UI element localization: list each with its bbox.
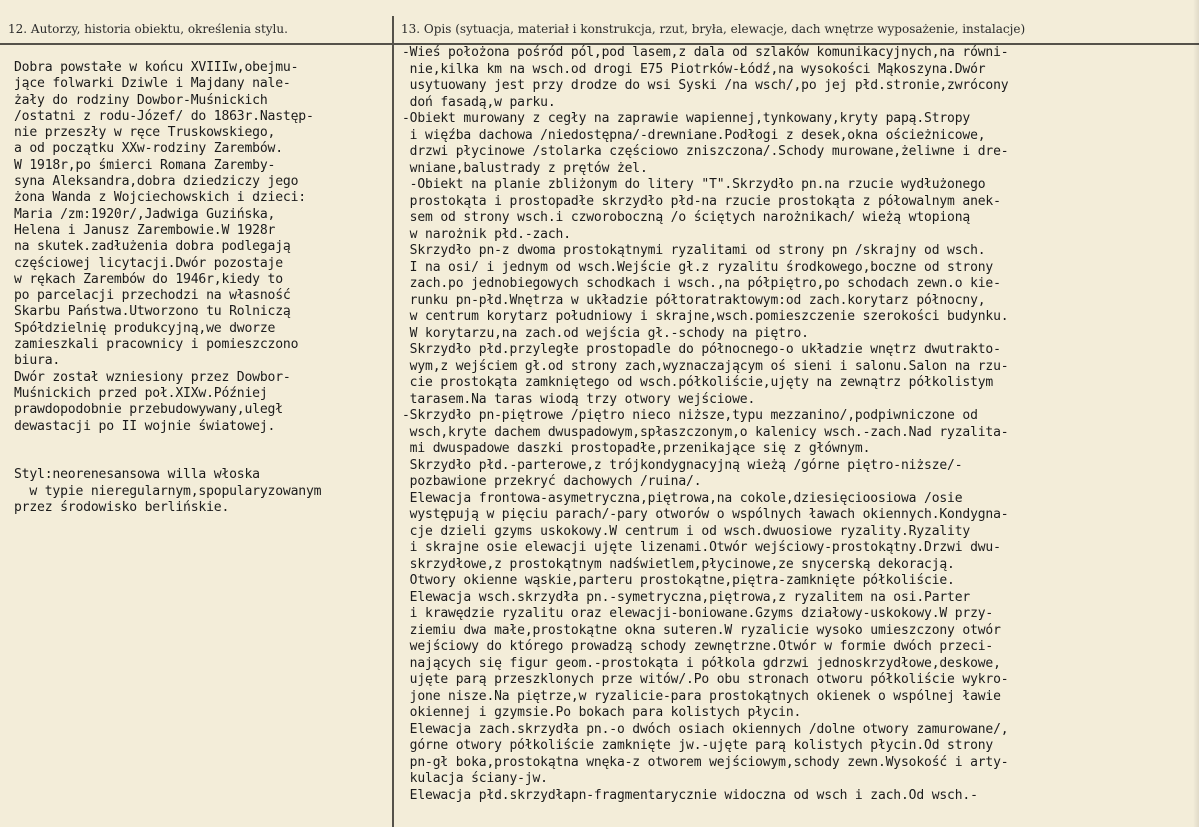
text-line: -Skrzydło pn-piętrowe /piętro nieco niższe,typu mezzanino/,podpiwniczone od xyxy=(402,408,978,423)
text-line: sem od strony wsch.i czworoboczną /o ściętych narożnikach/ wieżą wtopioną xyxy=(402,210,971,225)
text-line: Otwory okienne wąskie,parteru prostokątne,piętra-zamknięte półkoliście. xyxy=(402,573,955,588)
text-line: W korytarzu,na zach.od wejścia gł.-schody na piętro. xyxy=(402,325,809,341)
text-line: cie prostokąta zamkniętego od wsch.półkoliście,ujęty na zewnątrz półkolistym xyxy=(402,375,994,390)
text-line: usytuowany jest przy drodze do wsi Syski /na wsch/,po jej płd.stronie,zwrócony xyxy=(402,78,1009,93)
text-line: wejściowy do którego prowadzą schody zewnętrzne.Otwór w formie dwóch przeci- xyxy=(402,639,994,654)
text-line: skrzydłowe,z prostokątnym nadświetlem,płycinowe,ze snycerską dekoracją. xyxy=(402,556,955,572)
text-line: wniane,balustrady z prętów żel. xyxy=(402,160,648,176)
text-line: zamieszkali pracownicy i pomieszczono xyxy=(14,337,299,353)
text-line: pozbawione przekryć dachowych /ruina/. xyxy=(402,474,702,489)
text-line: Maria /zm:1920r/,Jadwiga Guzińska, xyxy=(14,206,276,222)
text-line: Skrzydło płd.-parterowe,z trójkondygnacyjną wieżą /górne piętro-niższe/- xyxy=(402,457,963,473)
text-line: biura. xyxy=(14,353,61,369)
text-line: tarasem.Na taras wiodą trzy otwory wejściowe. xyxy=(402,391,756,407)
text-line: jone nisze.Na piętrze,w ryzalicie-para prostokątnych okienek o wspólnej ławie xyxy=(402,688,1001,704)
text-line: mi dwuspadowe daszki prostopadłe,przenikające się z głównym. xyxy=(402,441,871,456)
text-line: i krawędzie ryzalitu oraz elewacji-boniowane.Gzyms działowy-uskokowy.W przy- xyxy=(402,606,994,621)
text-line: przez środowisko berlińskie. xyxy=(14,500,230,516)
text-line: żona Wanda z Wojciechowskich i dzieci: xyxy=(14,190,306,206)
text-line: Spółdzielnię produkcyjną,we dworze xyxy=(14,320,276,336)
text-line: a od początku XXw-rodziny Zarembów. xyxy=(14,141,283,157)
right-column-header: 13. Opis (sytuacja, materiał i konstrukcja, rzut, bryła, elewacje, dach wnętrze wyposażenie, instalacje) xyxy=(401,22,1026,36)
text-line: -Wieś położona pośród pól,pod lasem,z dala od szlaków komunikacyjnych,na równi- xyxy=(402,45,1009,60)
text-line: Elewacja zach.skrzydła pn.-o dwóch osiach okiennych /dolne otwory zamurowane/, xyxy=(402,721,1009,737)
text-line: i więźba dachowa /niedostępna/-drewniane.Podłogi z desek,okna ościeżnicowe, xyxy=(402,127,986,143)
text-line: górne otwory półkoliście zamknięte jw.-ujęte parą kolistych płycin.Od strony xyxy=(402,738,994,753)
text-line: syna Aleksandra,dobra dziedziczy jego xyxy=(14,174,299,190)
text-line: Skarbu Państwa.Utworzono tu Rolniczą xyxy=(14,304,291,320)
text-line: Skrzydło pn-z dwoma prostokątnymi ryzalitami od strony pn /skrajny od wsch. xyxy=(402,243,986,258)
text-line: Dwór został wzniesiony przez Dowbor- xyxy=(14,369,291,385)
text-line: w rękach Zarembów do 1946r,kiedy to xyxy=(14,271,283,287)
text-line: na skutek.zadłużenia dobra podlegają xyxy=(14,239,291,255)
text-line: prawdopodobnie przebudowywany,uległ xyxy=(14,402,283,418)
text-line: w centrum korytarz południowy i skrajne,wsch.pomieszczenie szerokości budynku. xyxy=(402,309,1009,324)
text-line: wsch,kryte dachem dwuspadowym,spłaszczonym,o kalenicy wsch.-zach.Nad ryzalita- xyxy=(402,424,1009,440)
text-line: runku pn-płd.Wnętrza w układzie półtoratraktowym:od zach.korytarz północny, xyxy=(402,292,986,308)
text-line: Helena i Janusz Zarembowie.W 1928r xyxy=(14,222,276,238)
text-line: -Obiekt murowany z cegły na zaprawie wapiennej,tynkowany,kryty papą.Stropy xyxy=(402,111,971,126)
text-line: Elewacja wsch.skrzydła pn.-symetryczna,piętrowa,z ryzalitem na osi.Parter xyxy=(402,589,971,605)
text-line: drzwi płycinowe /stolarka częściowo zniszczona/.Schody murowane,żeliwne i dre- xyxy=(402,144,1009,159)
text-line: pn-gł boka,prostokątna wnęka-z otworem wejściowym,schody zewn.Wysokość i arty- xyxy=(402,754,1009,770)
text-line: Dobra powstałe w końcu XVIIIw,obejmu- xyxy=(14,60,299,75)
text-line: Muśnickich przed poł.XIXw.Później xyxy=(14,385,268,401)
text-line: w narożnik płd.-zach. xyxy=(402,226,571,242)
text-line: częściowej licytacji.Dwór pozostaje xyxy=(14,255,283,271)
text-line: zach.po jednobiegowych schodkach i wsch.,na półpiętro,po schodach zewn.o kie- xyxy=(402,276,1001,291)
text-line: cje dzieli gzyms uskokowy.W centrum i od wsch.dwuosiowe ryzality.Ryzality xyxy=(402,523,971,539)
text-line xyxy=(14,451,392,467)
text-line: w typie nieregularnym,spopularyzowanym xyxy=(14,483,322,499)
text-line: Elewacja płd.skrzydłapn-fragmentarycznie widoczna od wsch i zach.Od wsch.- xyxy=(402,787,978,803)
text-line xyxy=(14,435,392,451)
description-text xyxy=(402,45,1199,804)
text-line: Skrzydło płd.przyległe prostopadle do północnego-o układzie wnętrz dwutrakto- xyxy=(402,342,1001,357)
text-line: żały do rodziny Dowbor-Muśnickich xyxy=(14,92,268,108)
text-line: -Obiekt na planie zbliżonym do litery "T".Skrzydło pn.na rzucie wydłużonego xyxy=(402,177,986,192)
text-line: okiennej i gzymsie.Po bokach para kolistych płycin. xyxy=(402,705,802,720)
text-line: doń fasadą,w parku. xyxy=(402,94,556,110)
text-line: po parcelacji przechodzi na własność xyxy=(14,288,291,304)
text-line: kulacja ściany-jw. xyxy=(402,771,548,786)
text-line: i skrajne osie elewacji ujęte lizenami.Otwór wejściowy-prostokątny.Drzwi dwu- xyxy=(402,540,1001,555)
text-line: prostokąta i prostopadłe skrzydło płd-na rzucie prostokąta z półowalnym anek- xyxy=(402,193,1001,209)
left-column-header: 12. Autorzy, historia obiektu, określenia stylu. xyxy=(8,22,288,36)
text-line: jące folwarki Dziwle i Majdany nale- xyxy=(14,76,291,92)
text-line: wym,z wejściem gł.od strony zach,wyznaczającym oś sieni i salonu.Salon na rzu- xyxy=(402,358,1009,374)
text-line: ujęte parą przeszklonych prze witów/.Po obu stronach otworu półkoliście wykro- xyxy=(402,672,1009,687)
text-line: występują w pięciu parach/-pary otworów o wspólnych ławach okiennych.Kondygna- xyxy=(402,507,1009,522)
column-divider xyxy=(392,16,394,827)
text-line: ziemiu dwa małe,prostokątne okna suteren.W ryzalicie wysoko umieszczony otwór xyxy=(402,622,1001,638)
text-line: W 1918r,po śmierci Romana Zaremby- xyxy=(14,157,276,173)
text-line: Elewacja frontowa-asymetryczna,piętrowa,na cokole,dziesięcioosiowa /osie xyxy=(402,490,963,506)
text-line: nających się figur geom.-prostokąta i półkola gdrzwi jednoskrzydłowe,deskowe, xyxy=(402,655,1001,671)
text-line: nie,kilka km na wsch.od drogi E75 Piotrków-Łódź,na wysokości Mąkoszyna.Dwór xyxy=(402,61,986,77)
text-line: dewastacji po II wojnie światowej. xyxy=(14,418,276,434)
page-edge-shadow xyxy=(1193,0,1199,827)
text-line: nie przeszły w ręce Truskowskiego, xyxy=(14,125,276,141)
text-line: I na osi/ i jednym od wsch.Wejście gł.z ryzalitu środkowego,boczne od strony xyxy=(402,259,994,275)
text-line: Styl:neorenesansowa willa włoska xyxy=(14,467,260,483)
text-line: /ostatni z rodu-Józef/ do 1863r.Następ- xyxy=(14,108,314,124)
history-text xyxy=(14,60,392,516)
